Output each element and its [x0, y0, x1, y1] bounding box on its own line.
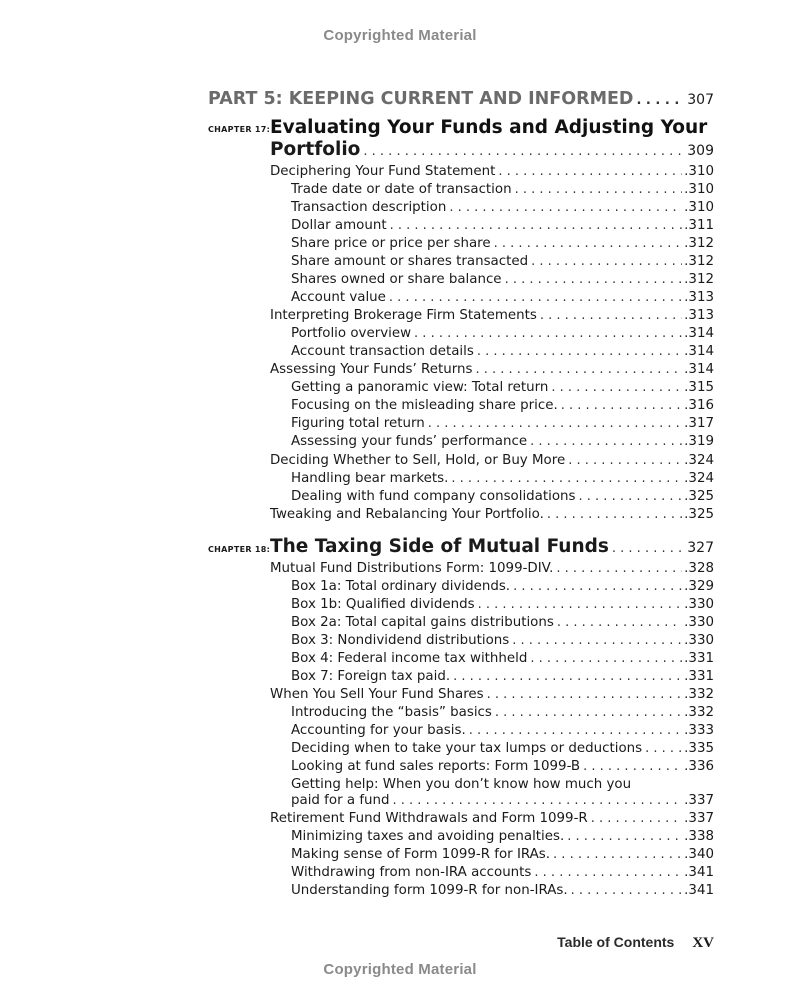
dot-leader: [453, 668, 682, 686]
toc-entry[interactable]: [291, 614, 714, 632]
toc-entry[interactable]: [291, 882, 714, 900]
toc-entry[interactable]: [270, 810, 714, 828]
toc-entry[interactable]: [291, 433, 714, 451]
toc-entry[interactable]: [291, 578, 714, 596]
toc-entry[interactable]: [291, 792, 714, 810]
page-number: .325: [684, 489, 714, 504]
dot-leader: [534, 864, 682, 882]
dot-leader: [561, 397, 682, 415]
page-number: .330: [684, 597, 714, 612]
dot-leader: [531, 253, 682, 271]
page-number: .337: [684, 793, 714, 808]
dot-leader: [495, 704, 682, 722]
watermark-bottom: Copyrighted Material: [323, 961, 477, 978]
page-number: 307: [685, 89, 714, 111]
entry-title: Retirement Fund Withdrawals and Form 1099-R: [270, 810, 591, 828]
dot-leader: [477, 343, 682, 361]
dot-leader: [583, 758, 682, 776]
chapter-18-title[interactable]: [270, 536, 714, 560]
toc-entry[interactable]: [291, 864, 714, 882]
toc-entry[interactable]: [291, 289, 714, 307]
dot-leader: [478, 596, 683, 614]
toc-entry-wrapped-line1[interactable]: Getting help: When you don’t know how much you: [291, 777, 632, 792]
entry-title: Box 1b: Qualified dividends: [291, 596, 478, 614]
entry-title: Handling bear markets.: [291, 470, 451, 488]
page-number: .315: [684, 380, 714, 395]
toc-entry[interactable]: [270, 452, 714, 470]
dot-leader: [428, 415, 682, 433]
entry-title: Deciding when to take your tax lumps or deductions: [291, 740, 645, 758]
page-number: .312: [684, 272, 714, 287]
toc-entry[interactable]: [291, 379, 714, 397]
entry-title: Withdrawing from non-IRA accounts: [291, 864, 534, 882]
entry-title: Shares owned or share balance: [291, 271, 505, 289]
entry-title: Box 7: Foreign tax paid.: [291, 668, 453, 686]
toc-entry[interactable]: [291, 596, 714, 614]
entry-title: Box 2a: Total capital gains distributions: [291, 614, 557, 632]
chapter-17-title-line2[interactable]: [270, 139, 714, 163]
entry-title: Introducing the “basis” basics: [291, 704, 495, 722]
dot-leader: [390, 217, 683, 235]
entry-title: Deciphering Your Fund Statement: [270, 163, 498, 181]
page-number: .310: [684, 164, 714, 179]
toc-entry[interactable]: [291, 415, 714, 433]
page-number: .332: [684, 687, 714, 702]
toc-entry[interactable]: [291, 668, 714, 686]
toc-entry[interactable]: [291, 470, 714, 488]
toc-entry[interactable]: [291, 181, 714, 199]
dot-leader: [591, 810, 682, 828]
entry-title: paid for a fund: [291, 792, 393, 810]
page-number: .336: [684, 759, 714, 774]
page-number: .330: [684, 615, 714, 630]
watermark-top: Copyrighted Material: [323, 27, 477, 44]
toc-entry[interactable]: [291, 235, 714, 253]
dot-leader: [612, 538, 685, 560]
entry-title: Interpreting Brokerage Firm Statements: [270, 307, 540, 325]
page-number: .312: [684, 254, 714, 269]
toc-entry[interactable]: [291, 271, 714, 289]
page-number: .313: [684, 308, 714, 323]
toc-entry[interactable]: [291, 488, 714, 506]
entry-title: Share amount or shares transacted: [291, 253, 531, 271]
entry-title: Dollar amount: [291, 217, 390, 235]
chapter-17-title-line1[interactable]: Evaluating Your Funds and Adjusting Your: [270, 117, 708, 138]
dot-leader: [567, 828, 682, 846]
part-title: PART 5: KEEPING CURRENT AND INFORMED: [208, 88, 636, 110]
entry-title: Transaction description: [291, 199, 449, 217]
page-number: 309: [685, 140, 714, 162]
dot-leader: [571, 882, 683, 900]
page-number: .310: [684, 200, 714, 215]
page-number: .314: [684, 326, 714, 341]
dot-leader: [469, 722, 682, 740]
entry-title: Account value: [291, 289, 389, 307]
entry-title: Getting a panoramic view: Total return: [291, 379, 551, 397]
page-number: 327: [685, 537, 714, 559]
entry-title: Minimizing taxes and avoiding penalties.: [291, 828, 567, 846]
toc-entry[interactable]: [291, 397, 714, 415]
toc-entry[interactable]: [291, 343, 714, 361]
dot-leader: [530, 650, 682, 668]
page-footer: [557, 934, 714, 952]
dot-leader: [513, 578, 682, 596]
dot-leader: [557, 614, 682, 632]
page-number: .317: [684, 416, 714, 431]
dot-leader: [449, 199, 682, 217]
page-number: .319: [684, 434, 714, 449]
page-number: .329: [684, 579, 714, 594]
dot-leader: [579, 488, 683, 506]
entry-title: Figuring total return: [291, 415, 428, 433]
page-number: .333: [684, 723, 714, 738]
chapter-18-title-text: The Taxing Side of Mutual Funds: [270, 536, 612, 558]
entry-title: Looking at fund sales reports: Form 1099-B: [291, 758, 583, 776]
entry-title: Box 4: Federal income tax withheld: [291, 650, 530, 668]
chapter-17-title-cont: Portfolio: [270, 139, 363, 161]
page-number: .331: [684, 651, 714, 666]
chapter-18-label: CHAPTER 18:: [208, 545, 271, 554]
toc-entry[interactable]: [291, 828, 714, 846]
toc-entry[interactable]: [291, 846, 714, 864]
dot-leader: [568, 452, 682, 470]
page-number: .338: [684, 829, 714, 844]
page-number: .325: [684, 507, 714, 522]
toc-entry[interactable]: [291, 199, 714, 217]
entry-title: Focusing on the misleading share price.: [291, 397, 561, 415]
part-heading[interactable]: [208, 88, 714, 112]
entry-title: Box 1a: Total ordinary dividends.: [291, 578, 513, 596]
entry-title: When You Sell Your Fund Shares: [270, 686, 487, 704]
footer-label: Table of Contents: [557, 934, 675, 950]
dot-leader: [363, 141, 685, 163]
page-number: .337: [684, 811, 714, 826]
entry-title: Accounting for your basis.: [291, 722, 469, 740]
page-number: .340: [684, 847, 714, 862]
toc-entry[interactable]: [270, 686, 714, 704]
toc-entry[interactable]: [291, 758, 714, 776]
page-number: .331: [684, 669, 714, 684]
entry-title: Deciding Whether to Sell, Hold, or Buy More: [270, 452, 568, 470]
toc-entry[interactable]: [291, 704, 714, 722]
dot-leader: [556, 560, 682, 578]
toc-entry[interactable]: [291, 722, 714, 740]
dot-leader: [512, 632, 682, 650]
toc-entry[interactable]: [270, 307, 714, 325]
dot-leader: [530, 433, 682, 451]
toc-entry[interactable]: [291, 253, 714, 271]
toc-entry[interactable]: [291, 325, 714, 343]
dot-leader: [494, 235, 683, 253]
chapter-17-label: CHAPTER 17:: [208, 125, 271, 134]
toc-entry[interactable]: [291, 740, 714, 758]
page-number: .341: [684, 883, 714, 898]
dot-leader: [540, 307, 682, 325]
page-number: .314: [684, 344, 714, 359]
dot-leader: [505, 271, 683, 289]
entry-title: Tweaking and Rebalancing Your Portfolio.: [270, 506, 547, 524]
entry-title: Share price or price per share: [291, 235, 494, 253]
dot-leader: [475, 361, 682, 379]
toc-entry[interactable]: [270, 560, 714, 578]
dot-leader: [551, 379, 682, 397]
toc-entry[interactable]: [291, 632, 714, 650]
toc-entry[interactable]: [291, 217, 714, 235]
entry-title: Making sense of Form 1099-R for IRAs.: [291, 846, 553, 864]
page-number: .324: [684, 471, 714, 486]
page-number: .328: [684, 561, 714, 576]
page-number: .330: [684, 633, 714, 648]
entry-title: Mutual Fund Distributions Form: 1099-DIV.: [270, 560, 556, 578]
entry-title: Dealing with fund company consolidations: [291, 488, 579, 506]
page-number: .313: [684, 290, 714, 305]
dot-leader: [645, 740, 682, 758]
entry-title: Trade date or date of transaction: [291, 181, 515, 199]
dot-leader: [487, 686, 683, 704]
page-number: .341: [684, 865, 714, 880]
page-number: .324: [684, 453, 714, 468]
page-number: .312: [684, 236, 714, 251]
dot-leader: [393, 792, 683, 810]
page-number: .311: [684, 218, 714, 233]
dot-leader: [636, 90, 685, 112]
toc-entry[interactable]: [270, 506, 714, 524]
page-number: .335: [684, 741, 714, 756]
entry-title: Assessing your funds’ performance: [291, 433, 530, 451]
dot-leader: [553, 846, 682, 864]
page-number: .332: [684, 705, 714, 720]
toc-entry[interactable]: [291, 650, 714, 668]
entry-title: Portfolio overview: [291, 325, 414, 343]
dot-leader: [451, 470, 682, 488]
entry-title: Understanding form 1099-R for non-IRAs.: [291, 882, 571, 900]
page-number: .316: [684, 398, 714, 413]
entry-title: Box 3: Nondividend distributions: [291, 632, 512, 650]
toc-entry[interactable]: [270, 163, 714, 181]
dot-leader: [498, 163, 682, 181]
dot-leader: [389, 289, 682, 307]
entry-title: Account transaction details: [291, 343, 477, 361]
dot-leader: [515, 181, 683, 199]
toc-entry[interactable]: [270, 361, 714, 379]
dot-leader: [547, 506, 682, 524]
footer-page-number: XV: [692, 935, 714, 951]
page-number: .314: [684, 362, 714, 377]
page-number: .310: [684, 182, 714, 197]
dot-leader: [414, 325, 682, 343]
entry-title: Assessing Your Funds’ Returns: [270, 361, 475, 379]
